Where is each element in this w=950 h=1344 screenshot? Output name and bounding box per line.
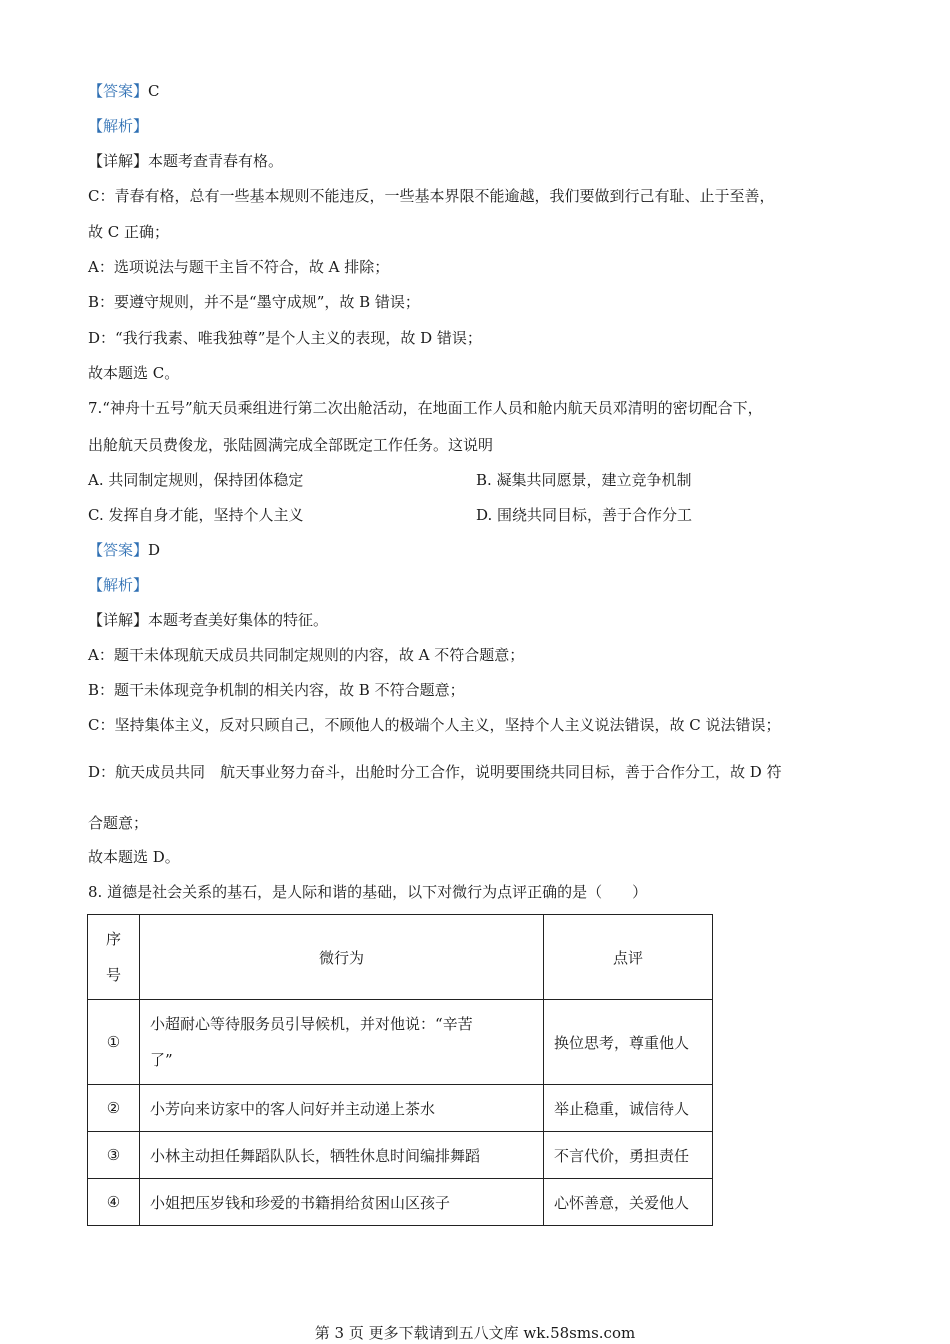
explanation-line: C：坚持集体主义，反对只顾自己，不顾他人的极端个人主义，坚持个人主义说法错误，故 C 说法错误； [88, 716, 781, 734]
page-footer: 第 3 页 更多下载请到五八文库 wk.58sms.com [314, 1324, 636, 1342]
row-no: ① [88, 1000, 140, 1085]
analysis-tag: 【解析】 [88, 117, 149, 135]
row-no: ② [88, 1085, 140, 1132]
option-d: D. 围绕共同目标，善于合作分工 [476, 506, 693, 524]
explanation-line: 合题意； [88, 814, 149, 832]
row-comment: 举止稳重，诚信待人 [544, 1085, 713, 1132]
conclusion-line: 故本题选 D。 [88, 848, 180, 866]
row-comment: 心怀善意，关爱他人 [544, 1179, 713, 1226]
explanation-line: B：题干未体现竞争机制的相关内容，故 B 不符合题意； [88, 681, 465, 699]
option-a: A. 共同制定规则，保持团体稳定 [88, 471, 304, 489]
explanation-line: A：选项说法与题干主旨不符合，故 A 排除； [88, 258, 390, 276]
option-c: C. 发挥自身才能，坚持个人主义 [88, 506, 304, 524]
row-no: ④ [88, 1179, 140, 1226]
answer-line-6 [88, 81, 160, 101]
table-row [88, 1085, 713, 1132]
row-no: ③ [88, 1132, 140, 1179]
answer-tag: 【答案】 [88, 541, 149, 559]
row-comment: 换位思考，尊重他人 [544, 1000, 713, 1085]
header-no: 序 号 [88, 915, 140, 1000]
row-action: 小林主动担任舞蹈队队长，牺牲休息时间编排舞蹈 [140, 1132, 544, 1179]
detail-line: 【详解】本题考查美好集体的特征。 [88, 611, 329, 629]
row-action: 小超耐心等待服务员引导候机，并对他说：“辛苦 了” [140, 1000, 544, 1085]
table-row [88, 1179, 713, 1226]
question-7-stem: 7.“神舟十五号”航天员乘组进行第二次出舱活动，在地面工作人员和舱内航天员邓清明的密切配合下， [88, 399, 763, 417]
explanation-line: D：“我行我素、唯我独尊”是个人主义的表现，故 D 错误； [88, 329, 482, 347]
explanation-line: A：题干未体现航天成员共同制定规则的内容，故 A 不符合题意； [88, 646, 525, 664]
table-row [88, 1132, 713, 1179]
answer-value: C [148, 82, 160, 100]
table-header-row [88, 915, 713, 1000]
header-comment: 点评 [544, 915, 713, 1000]
row-action: 小姐把压岁钱和珍爱的书籍捐给贫困山区孩子 [140, 1179, 544, 1226]
answer-value: D [148, 541, 161, 559]
analysis-tag: 【解析】 [88, 576, 149, 594]
table-row [88, 1000, 713, 1085]
answer-line-7 [88, 540, 160, 560]
question-7-stem-cont: 出舱航天员费俊龙，张陆圆满完成全部既定工作任务。这说明 [88, 436, 494, 454]
row-comment: 不言代价，勇担责任 [544, 1132, 713, 1179]
header-action: 微行为 [140, 915, 544, 1000]
explanation-line: C：青春有格，总有一些基本规则不能违反，一些基本界限不能逾越，我们要做到行己有耻、止于至善， [88, 187, 775, 205]
answer-tag: 【答案】 [88, 82, 149, 100]
micro-behavior-table [87, 914, 713, 1226]
detail-line: 【详解】本题考查青春有格。 [88, 152, 284, 170]
question-8-stem: 8. 道德是社会关系的基石，是人际和谐的基础，以下对微行为点评正确的是（ ） [88, 883, 648, 901]
conclusion-line: 故本题选 C。 [88, 364, 180, 382]
row-action: 小芳向来访家中的客人问好并主动递上茶水 [140, 1085, 544, 1132]
explanation-line: B：要遵守规则，并不是“墨守成规”，故 B 错误； [88, 293, 420, 311]
explanation-line: 故 C 正确； [88, 223, 170, 241]
option-b: B. 凝集共同愿景，建立竞争机制 [476, 471, 692, 489]
explanation-line: D：航天成员共同 航天事业努力奋斗，出舱时分工合作，说明要围绕共同目标，善于合作分工，故 D 符 [88, 763, 782, 781]
